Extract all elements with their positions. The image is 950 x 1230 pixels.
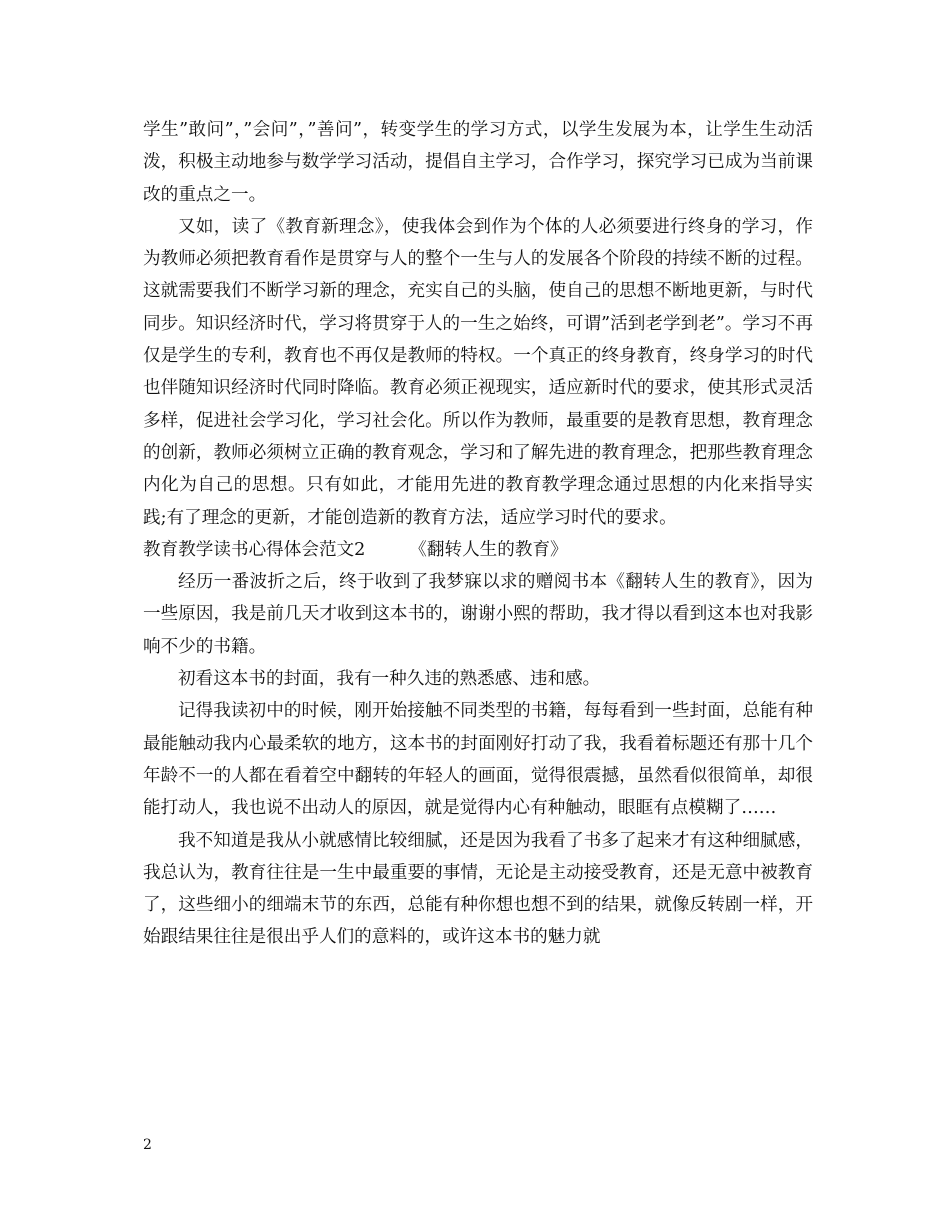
paragraph-continued: 学生”敢问”，”会问”，”善问”，转变学生的学习方式，以学生发展为本，让学生生动活泼，积极主动地参与数学学习活动，提倡自主学习，合作学习，探究学习已成为当前课改的重点之一。: [143, 120, 813, 205]
paragraph-book-received: 经历一番波折之后，终于收到了我梦寐以求的赠阅书本《翻转人生的教育》，因为一些原因，我是前几天才收到这本书的，谢谢小熙的帮助，我才得以看到这本也对我影响不少的书籍。: [143, 572, 813, 657]
section-heading: 教育教学读书心得体会范文2 《翻转人生的教育》: [143, 539, 568, 560]
body-text: [143, 114, 813, 954]
page-number: 2: [143, 1137, 152, 1153]
paragraph-reflection: 我不知道是我从小就感情比较细腻，还是因为我看了书多了起来才有这种细腻感，我总认为，教育往往是一生中最重要的事情，无论是主动接受教育，还是无意中被教育了，这些细小的细端末节的东西，总能有种你想也想不到的结果，就像反转剧一样，开始跟结果往往是很出乎人们的意料的，或许这本书的魅力就: [143, 830, 813, 948]
paragraph-new-concept: 又如，读了《教育新理念》，使我体会到作为个体的人必须要进行终身的学习，作为教师必须把教育看作是贯穿与人的整个一生与人的发展各个阶段的持续不断的过程。这就需要我们不断学习新的理念，充实自己的头脑，使自己的思想不断地更新，与时代同步。知识经济时代，学习将贯穿于人的一生之始终，可谓”活到老学到老”。学习不再仅是学生的专利，教育也不再仅是教师的特权。一个真正的终身教育，终身学习的时代也伴随知识经济时代同时降临。教育必须正视现实，适应新时代的要求，使其形式灵活多样，促进社会学习化，学习社会化。所以作为教师，最重要的是教育思想，教育理念的创新，教师必须树立正确的教育观念，学习和了解先进的教育理念，把那些教育理念内化为自己的思想。只有如此，才能用先进的教育教学理念通过思想的内化来指导实践;有了理念的更新，才能创造新的教育方法，适应学习时代的要求。: [143, 216, 813, 528]
paragraph-memory: 记得我读初中的时候，刚开始接触不同类型的书籍，每每看到一些封面，总能有种最能触动我内心最柔软的地方，这本书的封面刚好打动了我，我看着标题还有那十几个年龄不一的人都在看着空中翻转的年轻人的画面，觉得很震撼，虽然看似很简单，却很能打动人，我也说不出动人的原因，就是觉得内心有种触动，眼眶有点模糊了……: [143, 701, 813, 819]
paragraph-cover-impression: 初看这本书的封面，我有一种久违的熟悉感、违和感。: [178, 669, 601, 690]
